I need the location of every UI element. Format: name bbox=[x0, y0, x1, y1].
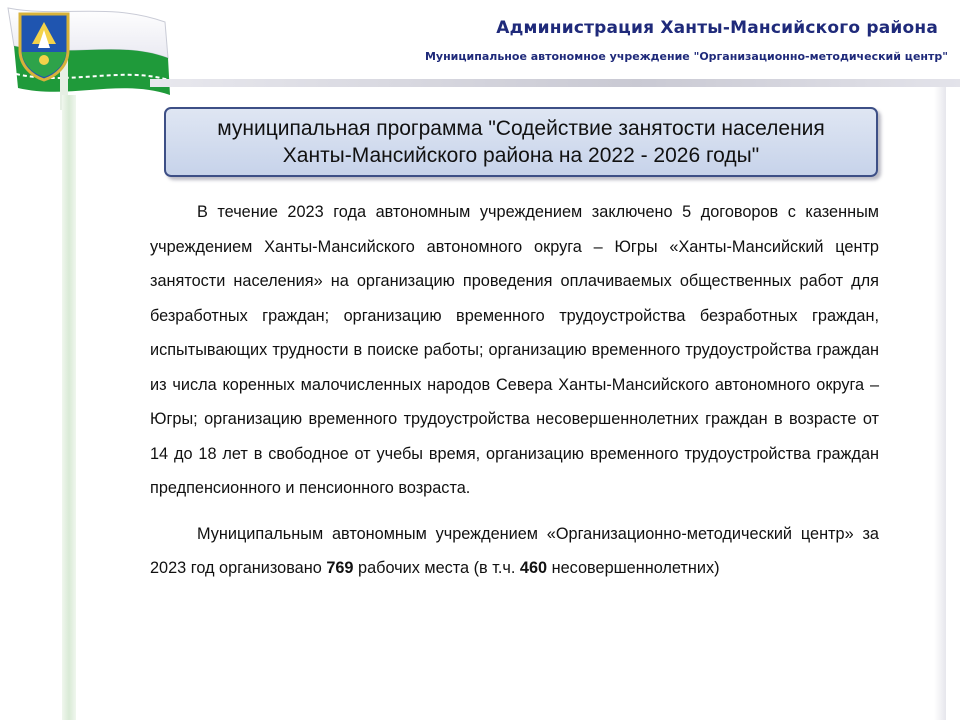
paragraph-jobs bbox=[150, 517, 879, 586]
header-divider bbox=[150, 79, 960, 87]
district-flag-emblem bbox=[0, 0, 180, 110]
main-content bbox=[150, 195, 879, 586]
side-decor-stripe bbox=[62, 95, 76, 720]
paragraph-contracts: В течение 2023 года автономным учреждением заключено 5 договоров с казенным учреждением Ханты-Мансийского автономного округа – Югры «Ханты-Мансийский центр занятости населения» на организацию проведения оплачиваемых общественных работ для безработных граждан; организацию временного трудоустройства безработных граждан, испытывающих трудности в поиске работы; организацию временного трудоустройства граждан из числа коренных малочисленных народов Севера Ханты-Мансийского автономного округа – Югры; организацию временного трудоустройства несовершеннолетних граждан в возрасте от 14 до 18 лет в свободное от учебы время, организацию временного трудоустройства граждан предпенсионного и пенсионного возраста. bbox=[150, 203, 879, 497]
right-edge-shadow bbox=[934, 87, 946, 720]
jobs-intro-text: Муниципальным автономным учреждением «Организационно-методический центр» за 2023 год организовано bbox=[150, 524, 879, 577]
program-title: муниципальная программа "Содействие занятости населения Ханты-Мансийского района на 2022 - 2026 годы" bbox=[217, 117, 825, 167]
program-title-box bbox=[164, 107, 878, 177]
jobs-ending-text: несовершеннолетних) bbox=[547, 559, 720, 577]
institution-subtitle: Муниципальное автономное учреждение "Организационно-методический центр" bbox=[424, 50, 948, 63]
jobs-middle-text: рабочих места (в т.ч. bbox=[353, 559, 520, 577]
jobs-total-value: 769 bbox=[326, 559, 354, 577]
jobs-minors-value: 460 bbox=[519, 559, 548, 577]
organization-title: Администрация Ханты-Мансийского района bbox=[496, 18, 938, 38]
